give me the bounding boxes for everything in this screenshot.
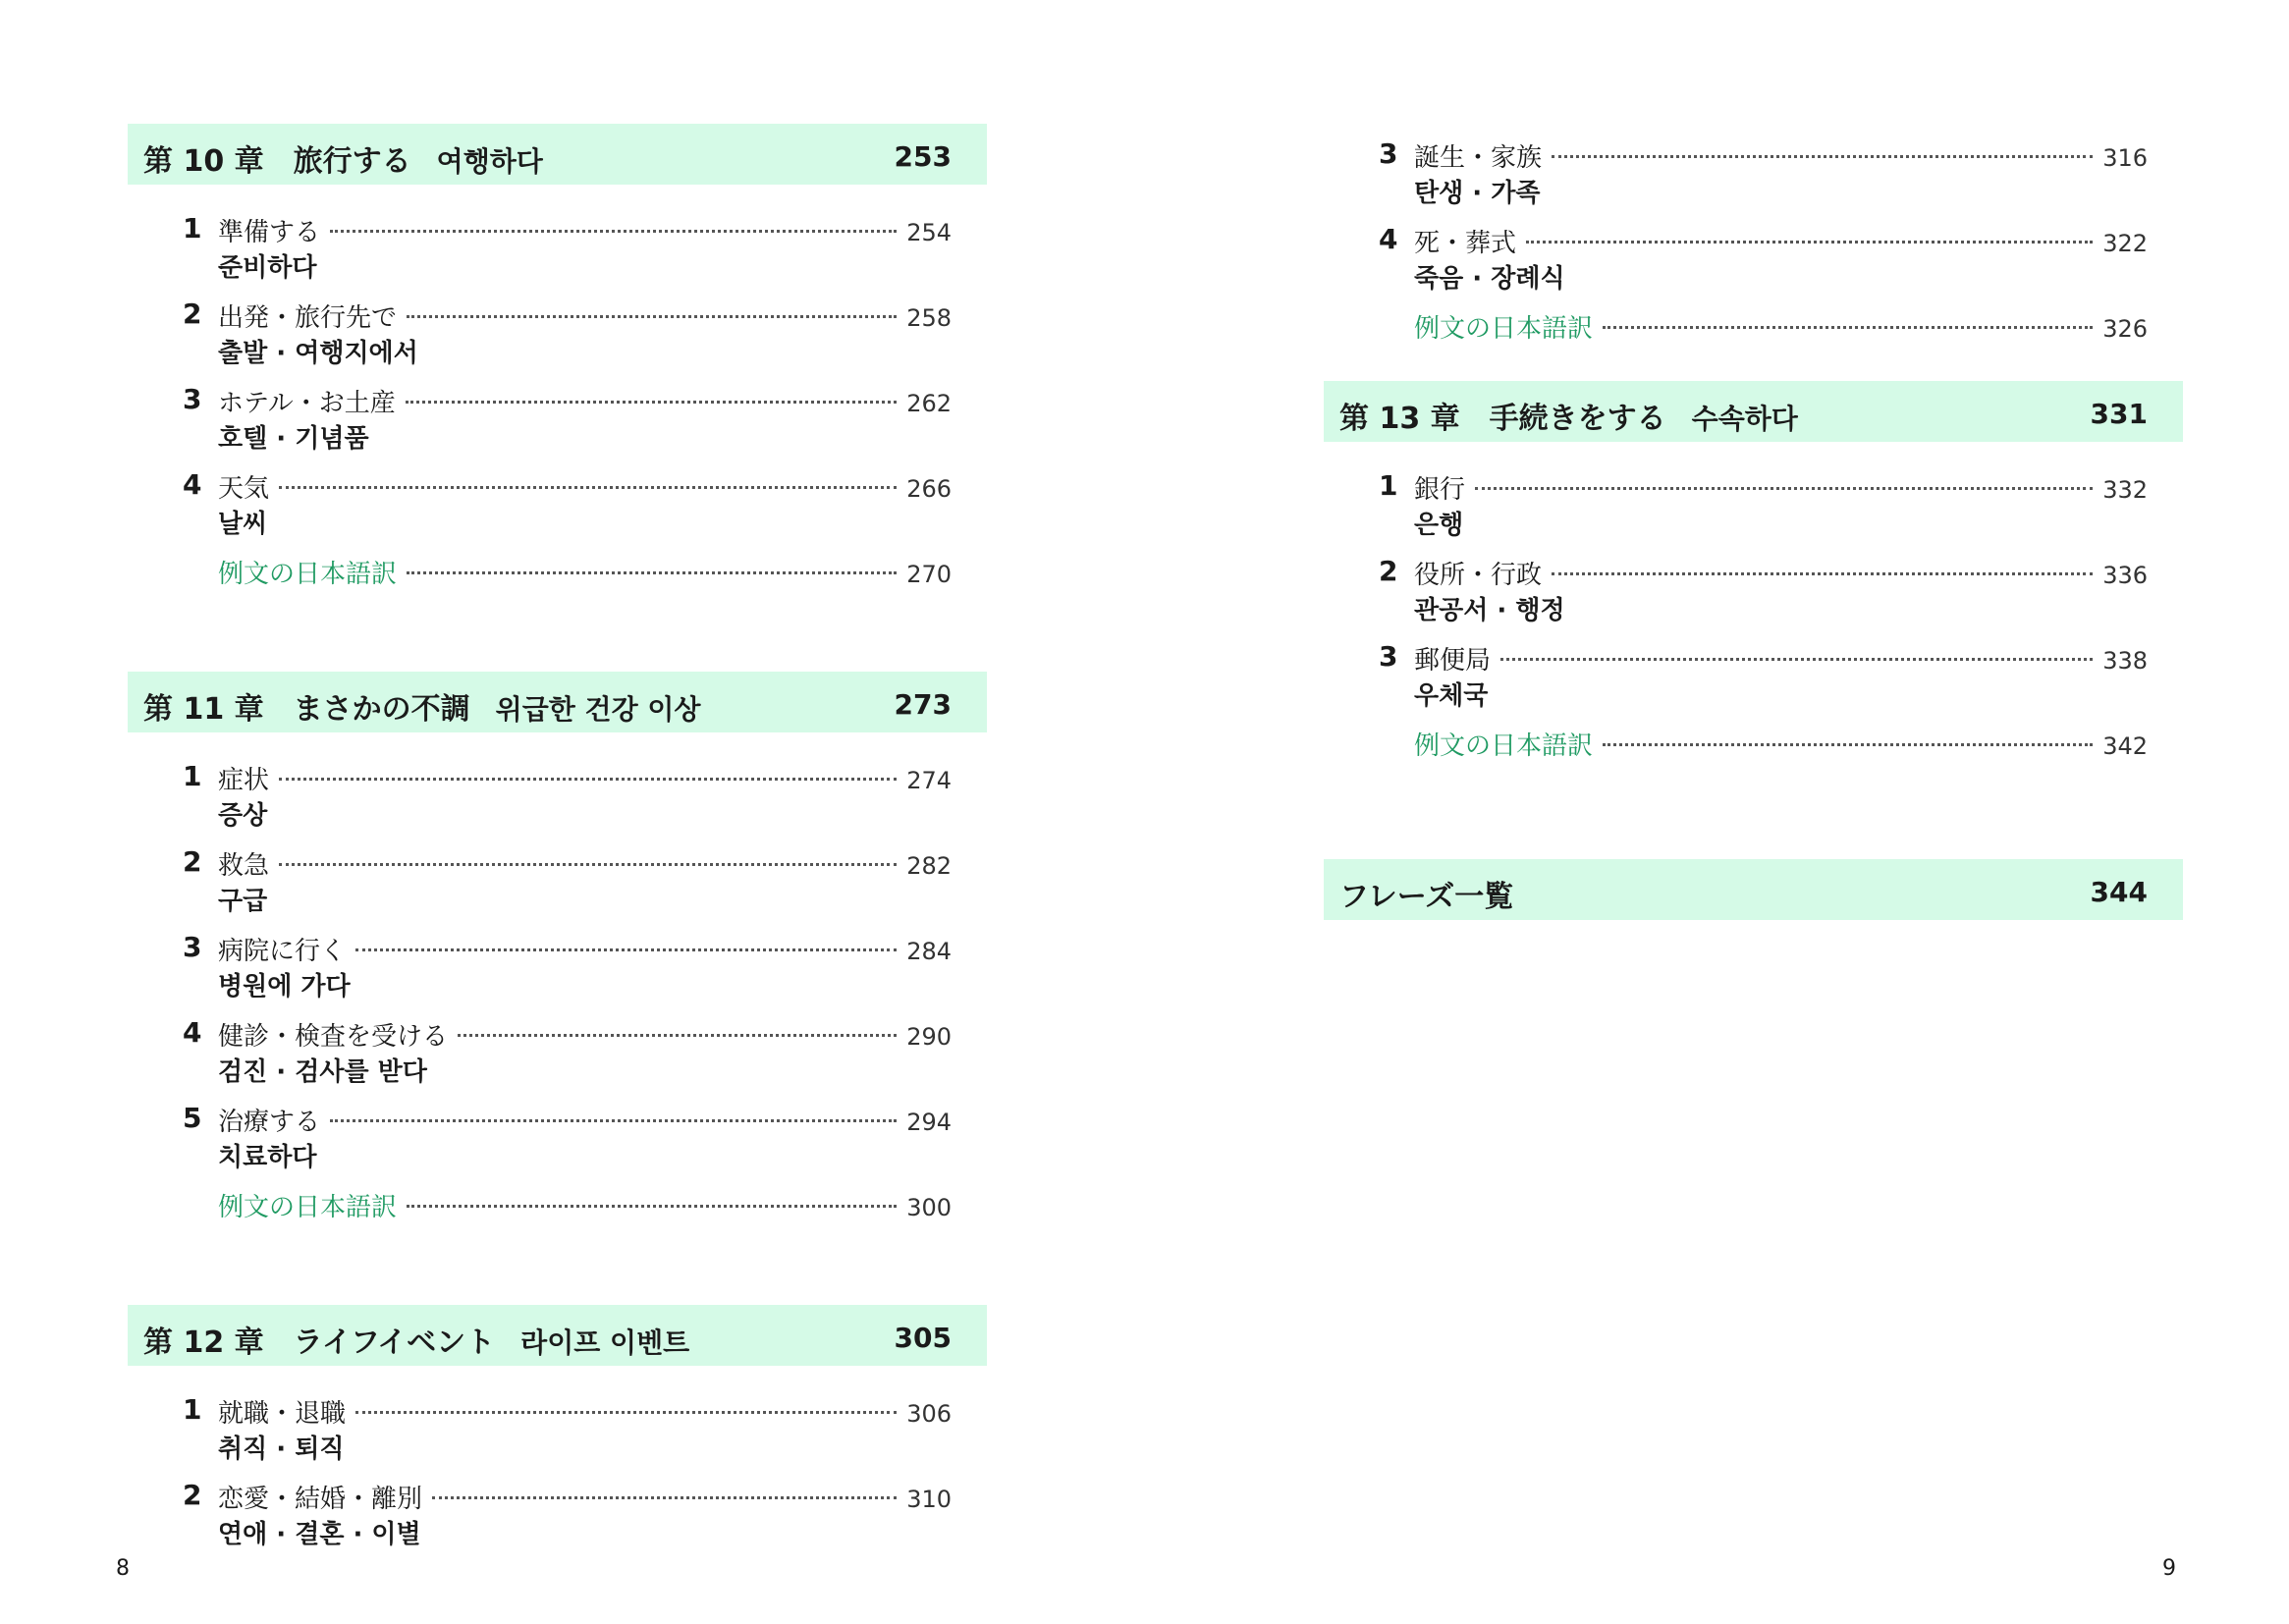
example-translation-entry[interactable]	[1324, 306, 2183, 381]
entry-page-number: 326	[2102, 315, 2148, 343]
chapter-page-number: 305	[894, 1322, 952, 1354]
entry-page-number: 338	[2102, 647, 2148, 675]
toc-entry[interactable]	[128, 929, 987, 1014]
chapter-page-number: 273	[894, 688, 952, 721]
entry-title-ko: 은행	[1414, 511, 1464, 540]
entry-page-number: 284	[906, 938, 952, 965]
toc-entry[interactable]	[128, 466, 987, 552]
dot-leader	[355, 1411, 897, 1414]
toc-entry[interactable]	[128, 296, 987, 381]
entry-page-number: 290	[906, 1023, 952, 1051]
chapter-title: 第 11 章 まさかの不調 위급한 건강 이상	[143, 692, 701, 727]
entry-title-ko: 우체국	[1414, 681, 1489, 711]
toc-entry[interactable]	[1324, 553, 2183, 638]
dot-leader	[407, 1205, 897, 1208]
entry-number: 2	[183, 845, 202, 878]
dot-leader	[330, 230, 897, 233]
chapter-11-header[interactable]	[128, 672, 987, 732]
entry-number: 2	[183, 1479, 202, 1511]
dot-leader	[279, 486, 897, 489]
entry-title-ko: 취직 · 퇴직	[218, 1435, 345, 1464]
chapter-title-korean: 여행하다	[436, 145, 543, 178]
entry-title-ko: 병원에 가다	[218, 972, 351, 1001]
entry-title-jp: 健診・検査を受ける	[218, 1022, 449, 1052]
entry-number: 1	[1379, 469, 1398, 502]
dot-leader	[432, 1496, 897, 1499]
entry-title-ko: 날씨	[218, 510, 268, 539]
dot-leader	[1603, 743, 2093, 746]
dot-leader	[1475, 487, 2093, 490]
entry-title-jp: 病院に行く	[218, 937, 347, 966]
entry-title-ko: 증상	[218, 801, 268, 831]
entry-title-jp: 例文の日本語訳	[218, 560, 398, 589]
toc-entry[interactable]	[1324, 638, 2183, 724]
entry-title-ko: 치료하다	[218, 1143, 317, 1172]
entry-title-jp: 例文の日本語訳	[218, 1193, 398, 1222]
entry-number: 3	[1379, 640, 1398, 673]
dot-leader	[330, 1119, 897, 1122]
entry-page-number: 274	[906, 767, 952, 794]
entry-page-number: 342	[2102, 732, 2148, 760]
entry-page-number: 254	[906, 219, 952, 246]
toc-entry[interactable]	[1324, 467, 2183, 553]
entry-title-jp: 銀行	[1414, 475, 1466, 505]
entry-title-jp: 天気	[218, 474, 270, 504]
chapter-13-header[interactable]	[1324, 381, 2183, 442]
entry-number: 4	[183, 468, 202, 501]
entry-number: 1	[183, 1393, 202, 1426]
entry-title-jp: 役所・行政	[1414, 561, 1543, 590]
chapter-title-korean: 위급한 건강 이상	[495, 693, 701, 726]
entry-title-ko: 죽음 · 장례식	[1414, 264, 1565, 294]
entry-title-ko: 연애 · 결혼 · 이별	[218, 1520, 421, 1549]
entry-title-ko: 호텔 · 기념품	[218, 424, 369, 454]
dot-leader	[406, 401, 897, 404]
entry-number: 1	[183, 760, 202, 792]
example-translation-entry[interactable]	[128, 552, 987, 626]
entry-number: 3	[1379, 137, 1398, 170]
entry-title-jp: 死・葬式	[1414, 229, 1517, 258]
dot-leader	[355, 948, 897, 951]
phrase-list-header[interactable]	[1324, 859, 2183, 920]
toc-entry[interactable]	[1324, 221, 2183, 306]
entry-title-jp: 例文の日本語訳	[1414, 731, 1594, 761]
dot-leader	[1603, 326, 2093, 329]
entry-number: 5	[183, 1102, 202, 1134]
chapter-title: 第 10 章 旅行する 여행하다	[143, 144, 543, 179]
entry-title-jp: 就職・退職	[218, 1399, 347, 1429]
chapter-title: 第 13 章 手続きをする 수속하다	[1339, 402, 1798, 436]
entry-title-ko: 출발 · 여행지에서	[218, 339, 418, 368]
page-number-left: 8	[116, 1556, 130, 1581]
dot-leader	[458, 1034, 897, 1037]
dot-leader	[1552, 572, 2093, 575]
toc-entry[interactable]	[128, 381, 987, 466]
entry-number: 4	[183, 1016, 202, 1049]
chapter-title: 第 12 章 ライフイベント 라이프 이벤트	[143, 1326, 690, 1360]
dot-leader	[407, 315, 897, 318]
dot-leader	[279, 778, 897, 781]
entry-title-jp: 恋愛・結婚・離別	[218, 1485, 423, 1514]
entry-title-jp: 治療する	[218, 1108, 321, 1137]
entry-title-ko: 탄생 · 가족	[1414, 179, 1541, 208]
toc-entry[interactable]	[128, 1100, 987, 1185]
entry-number: 4	[1379, 223, 1398, 255]
chapter-title: フレーズ一覧	[1339, 880, 1514, 914]
chapter-12-header[interactable]	[128, 1305, 987, 1366]
entry-page-number: 322	[2102, 230, 2148, 257]
entry-page-number: 266	[906, 475, 952, 503]
dot-leader	[1552, 155, 2093, 158]
entry-title-jp: 誕生・家族	[1414, 143, 1543, 173]
entry-title-ko: 구급	[218, 887, 268, 916]
page-number-right: 9	[2162, 1556, 2176, 1581]
toc-entry[interactable]	[128, 843, 987, 929]
toc-entry[interactable]	[128, 210, 987, 296]
entry-page-number: 270	[906, 561, 952, 588]
entry-page-number: 258	[906, 304, 952, 332]
chapter-page-number: 344	[2090, 876, 2148, 908]
entry-title-jp: ホテル・お土産	[218, 389, 396, 418]
example-translation-entry[interactable]	[1324, 724, 2183, 798]
entry-page-number: 306	[906, 1400, 952, 1428]
toc-entry[interactable]	[128, 1477, 987, 1562]
toc-left-column	[128, 124, 987, 1562]
toc-right-column	[1324, 124, 2183, 946]
chapter-title-korean: 수속하다	[1691, 403, 1798, 435]
entry-title-jp: 症状	[218, 766, 270, 795]
entry-title-jp: 救急	[218, 851, 270, 881]
entry-number: 2	[1379, 555, 1398, 587]
entry-page-number: 300	[906, 1194, 952, 1221]
dot-leader	[279, 863, 897, 866]
toc-entry[interactable]	[128, 1391, 987, 1477]
entry-title-ko: 검진 · 검사를 받다	[218, 1057, 427, 1087]
dot-leader	[407, 571, 897, 574]
entry-number: 3	[183, 931, 202, 963]
entry-page-number: 336	[2102, 562, 2148, 589]
toc-entry[interactable]	[1324, 135, 2183, 221]
entry-title-jp: 出発・旅行先で	[218, 303, 398, 333]
entry-title-jp: 例文の日本語訳	[1414, 314, 1594, 344]
entry-page-number: 310	[906, 1486, 952, 1513]
entry-title-jp: 郵便局	[1414, 646, 1492, 676]
entry-title-ko: 준비하다	[218, 253, 317, 283]
chapter-page-number: 253	[894, 140, 952, 173]
chapter-page-number: 331	[2090, 398, 2148, 430]
entry-number: 2	[183, 298, 202, 330]
toc-entry[interactable]	[128, 1014, 987, 1100]
entry-page-number: 262	[906, 390, 952, 417]
chapter-10-header[interactable]	[128, 124, 987, 185]
dot-leader	[1526, 241, 2093, 244]
entry-number: 3	[183, 383, 202, 415]
dot-leader	[1500, 658, 2093, 661]
entry-page-number: 332	[2102, 476, 2148, 504]
entry-page-number: 282	[906, 852, 952, 880]
entry-page-number: 316	[2102, 144, 2148, 172]
entry-title-ko: 관공서 · 행정	[1414, 596, 1565, 625]
entry-title-jp: 準備する	[218, 218, 321, 247]
entry-number: 1	[183, 212, 202, 244]
toc-entry[interactable]	[128, 758, 987, 843]
example-translation-entry[interactable]	[128, 1185, 987, 1260]
entry-page-number: 294	[906, 1109, 952, 1136]
chapter-title-korean: 라이프 이벤트	[520, 1326, 690, 1359]
